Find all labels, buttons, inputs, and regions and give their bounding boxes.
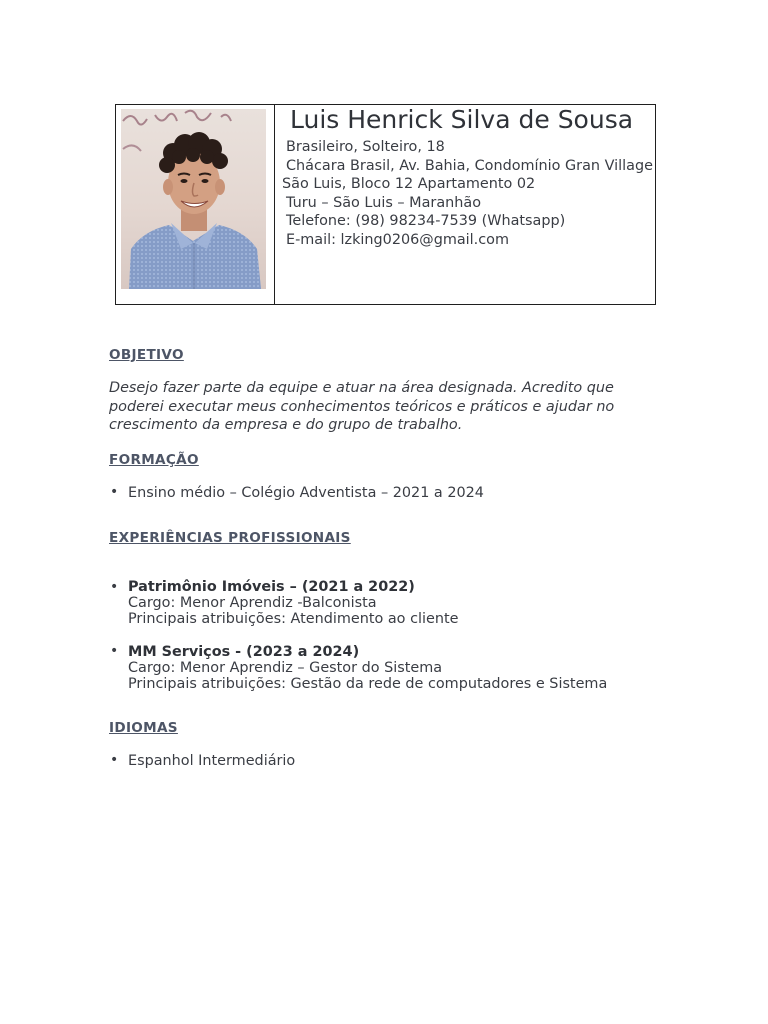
photo-cell (116, 105, 275, 304)
experiencia-1-atribuicoes: Principais atribuições: Atendimento ao cliente (128, 611, 459, 627)
idioma-item: Espanhol Intermediário (128, 753, 296, 769)
bullet: • (110, 484, 119, 500)
info-address-line-1: Chácara Brasil, Av. Bahia, Condomínio Gran Village (286, 158, 653, 174)
info-email: E-mail: lzking0206@gmail.com (286, 232, 509, 248)
candidate-name: Luis Henrick Silva de Sousa (290, 105, 634, 134)
objetivo-line-1: Desejo fazer parte da equipe e atuar na área designada. Acredito que (109, 380, 614, 396)
experiencia-2-heading: MM Serviços - (2023 a 2024) (128, 644, 360, 660)
experiencia-2-cargo: Cargo: Menor Aprendiz – Gestor do Sistema (128, 660, 443, 676)
experiencia-2-atribuicoes: Principais atribuições: Gestão da rede de computadores e Sistema (128, 676, 608, 692)
bullet: • (110, 579, 119, 595)
profile-photo (121, 109, 266, 289)
formacao-item: Ensino médio – Colégio Adventista – 2021 a 2024 (128, 485, 484, 501)
info-personal: Brasileiro, Solteiro, 18 (286, 139, 445, 155)
section-title-formacao: FORMAÇÃO (109, 452, 199, 468)
bullet: • (110, 752, 119, 768)
info-phone: Telefone: (98) 98234-7539 (Whatsapp) (286, 213, 566, 229)
experiencia-1-heading: Patrimônio Imóveis – (2021 a 2022) (128, 579, 415, 595)
section-title-objetivo: OBJETIVO (109, 347, 184, 363)
objetivo-line-3: crescimento da empresa e do grupo de trabalho. (109, 417, 463, 433)
info-address-line-2: São Luis, Bloco 12 Apartamento 02 (282, 176, 536, 192)
profile-photo-illustration (121, 109, 266, 289)
section-title-idiomas: IDIOMAS (109, 720, 178, 736)
section-title-experiencias: EXPERIÊNCIAS PROFISSIONAIS (109, 530, 351, 546)
experiencia-1-cargo: Cargo: Menor Aprendiz -Balconista (128, 595, 377, 611)
bullet: • (110, 643, 119, 659)
info-address-line-3: Turu – São Luis – Maranhão (286, 195, 481, 211)
objetivo-line-2: poderei executar meus conhecimentos teóricos e práticos e ajudar no (109, 399, 615, 415)
